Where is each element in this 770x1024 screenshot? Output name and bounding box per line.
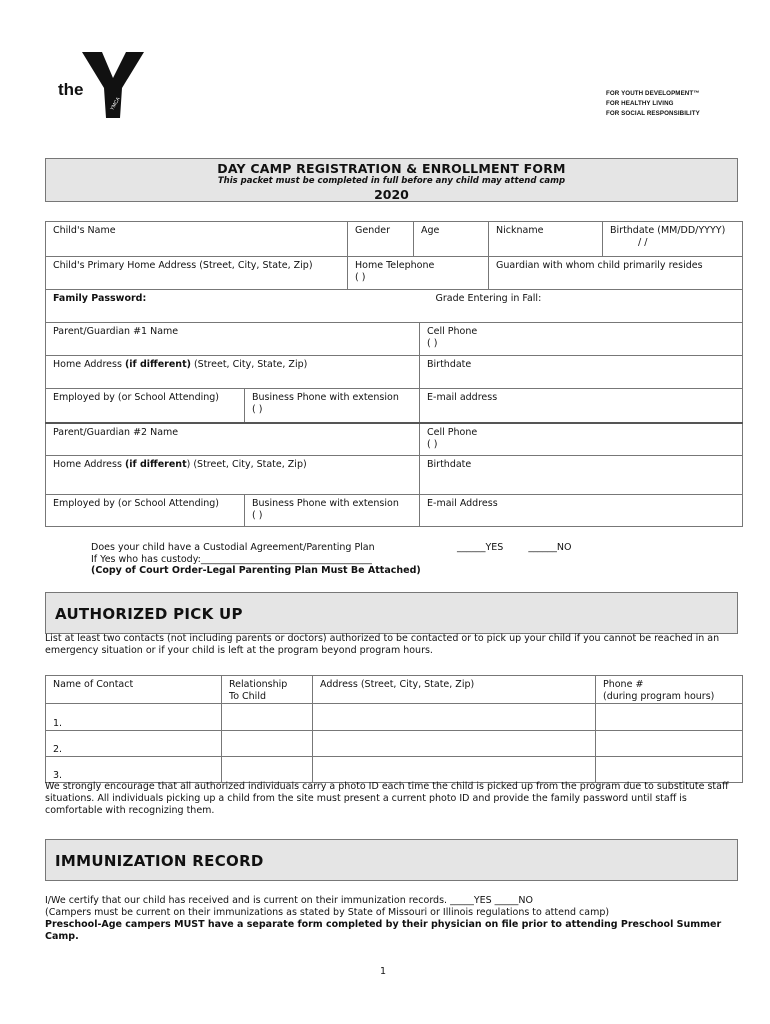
parent2-birthdate-field[interactable]: Birthdate xyxy=(420,456,743,495)
parent1-employer-field[interactable]: Employed by (or School Attending) xyxy=(46,389,245,423)
col-name-of-contact: Name of Contact xyxy=(46,676,222,704)
parent2-email-field[interactable]: E-mail Address xyxy=(420,495,743,527)
page-number: 1 xyxy=(380,966,387,977)
parent1-birthdate-field[interactable]: Birthdate xyxy=(420,356,743,389)
tagline-line: FOR HEALTHY LIVING xyxy=(606,100,674,107)
pickup-row-2-address[interactable] xyxy=(313,731,596,757)
child-info-table xyxy=(45,221,743,323)
gender-field[interactable]: Gender xyxy=(348,222,414,257)
family-password-field[interactable] xyxy=(46,290,743,323)
parent1-business-phone-field[interactable]: Business Phone with extension ( ) xyxy=(245,389,420,423)
form-title: DAY CAMP REGISTRATION & ENROLLMENT FORM xyxy=(217,161,566,176)
logo-word: the xyxy=(58,80,84,99)
pickup-row-2-phone[interactable] xyxy=(596,731,743,757)
pickup-row-1-relationship[interactable] xyxy=(222,704,313,731)
parent-info-table xyxy=(45,322,743,527)
phone-paren: ( ) xyxy=(355,272,366,283)
immunization-heading: IMMUNIZATION RECORD xyxy=(45,839,738,881)
parent2-name-field[interactable]: Parent/Guardian #2 Name xyxy=(46,423,420,456)
pickup-intro: List at least two contacts (not including parents or doctors) authorized to be contacted or to pick up your child if you cannot be reached in an emergency situation or if your child is left at the program beyond program hours. xyxy=(45,633,720,656)
tagline-line: FOR SOCIAL RESPONSIBILITY xyxy=(606,110,700,117)
birthdate-slashes: / / xyxy=(638,237,648,248)
family-password-label: Family Password: xyxy=(53,293,147,304)
logo-mark-text: YMCA xyxy=(109,96,122,112)
parent2-cell-field[interactable]: Cell Phone ( ) xyxy=(420,423,743,456)
immunization-text xyxy=(45,895,745,943)
pickup-row-2-relationship[interactable] xyxy=(222,731,313,757)
parent1-email-field[interactable]: E-mail address xyxy=(420,389,743,423)
col-phone: Phone # (during program hours) xyxy=(596,676,743,704)
custody-line2[interactable]: If Yes who has custody:____________________________________ xyxy=(91,553,372,565)
pickup-row-3-relationship[interactable] xyxy=(222,757,313,783)
child-name-field[interactable]: Child's Name xyxy=(46,222,348,257)
nickname-field[interactable]: Nickname xyxy=(489,222,603,257)
immunization-line2: (Campers must be current on their immunizations as stated by State of Missouri or Illinois regulations to attend camp) xyxy=(45,907,610,918)
form-header xyxy=(45,158,738,202)
custody-yes-no[interactable] xyxy=(457,542,571,553)
custody-yes[interactable]: ______YES xyxy=(457,542,504,553)
pickup-row-1-address[interactable] xyxy=(313,704,596,731)
parent1-cell-field[interactable]: Cell Phone ( ) xyxy=(420,323,743,356)
grade-label: Grade Entering in Fall: xyxy=(435,293,542,304)
col-address: Address (Street, City, State, Zip) xyxy=(313,676,596,704)
custody-line1: Does your child have a Custodial Agreement/Parenting Plan xyxy=(91,542,375,553)
immunization-line1[interactable]: I/We certify that our child has received and is current on their immunization records. _____YES _____NO xyxy=(45,895,534,906)
immunization-line3: Preschool-Age campers MUST have a separate form completed by their physician on file prior to attending Preschool Summer Camp. xyxy=(45,919,722,942)
parent1-name-field[interactable]: Parent/Guardian #1 Name xyxy=(46,323,420,356)
pickup-row-1-phone[interactable] xyxy=(596,704,743,731)
birthdate-field[interactable]: Birthdate (MM/DD/YYYY) / / xyxy=(603,222,743,257)
parent2-employer-field[interactable]: Employed by (or School Attending) xyxy=(46,495,245,527)
age-field[interactable]: Age xyxy=(414,222,489,257)
parent2-business-phone-field[interactable]: Business Phone with extension ( ) xyxy=(245,495,420,527)
pickup-row-3-name[interactable]: 3. xyxy=(46,757,222,783)
child-address-field[interactable]: Child's Primary Home Address (Street, City, State, Zip) xyxy=(46,257,348,290)
custody-no[interactable]: ______NO xyxy=(528,542,572,553)
parent2-address-field[interactable]: Home Address (if different) (Street, City, State, Zip) xyxy=(46,456,420,495)
ymca-logo xyxy=(58,48,148,120)
pickup-row-2-name[interactable]: 2. xyxy=(46,731,222,757)
pickup-row-3-address[interactable] xyxy=(313,757,596,783)
form-year: 2020 xyxy=(374,187,409,202)
form-subtitle: This packet must be completed in full before any child may attend camp xyxy=(217,176,566,186)
custody-question xyxy=(91,542,421,577)
parent1-address-field[interactable]: Home Address (if different) (Street, City, State, Zip) xyxy=(46,356,420,389)
custody-line3: (Copy of Court Order-Legal Parenting Plan Must Be Attached) xyxy=(91,565,421,576)
pickup-table xyxy=(45,675,743,783)
tagline-line: FOR YOUTH DEVELOPMENT™ xyxy=(606,90,700,97)
pickup-row-1-name[interactable]: 1. xyxy=(46,704,222,731)
home-telephone-field[interactable]: Home Telephone ( ) xyxy=(348,257,489,290)
pickup-heading: AUTHORIZED PICK UP xyxy=(45,592,738,634)
col-relationship: Relationship To Child xyxy=(222,676,313,704)
pickup-note: We strongly encourage that all authorized individuals carry a photo ID each time the child is picked up from the program due to substitute staff situations. All individuals picking up a child from the site must present a current photo ID and provide the family password until staff is comfortable with recognizing them. xyxy=(45,781,729,816)
guardian-field[interactable]: Guardian with whom child primarily resides xyxy=(489,257,743,290)
pickup-row-3-phone[interactable] xyxy=(596,757,743,783)
ymca-y-mark xyxy=(80,48,146,120)
tagline xyxy=(606,89,700,119)
